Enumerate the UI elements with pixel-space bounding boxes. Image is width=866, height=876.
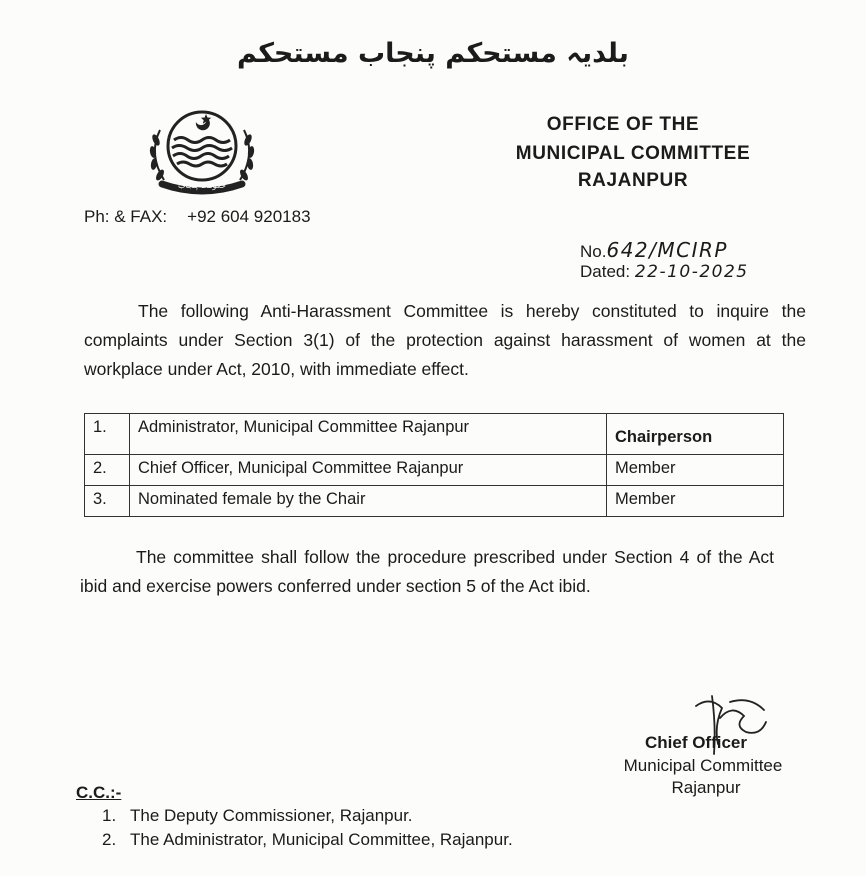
member-name: Nominated female by the Chair <box>130 486 607 517</box>
urdu-heading: بلدیہ مستحکم پنجاب مستحکم <box>237 38 629 69</box>
cc-list <box>102 804 513 852</box>
logo-caption: حکومت پنجاب <box>178 181 226 190</box>
signatory-title: Chief Officer <box>644 733 748 752</box>
cc-item-number: 1. <box>102 806 117 825</box>
cc-item-text: The Deputy Commissioner, Rajanpur. <box>130 806 413 825</box>
punjab-emblem-logo <box>136 100 268 202</box>
table-row <box>85 414 784 455</box>
signatory-org: Municipal Committee <box>623 756 783 775</box>
office-line-1: OFFICE OF THE <box>546 114 700 135</box>
table-row <box>85 486 784 517</box>
table-row <box>85 455 784 486</box>
office-line-2: MUNICIPAL COMMITTEE <box>515 143 751 164</box>
reference-no-value: 642/MCIRP <box>606 238 728 262</box>
body-paragraph-2: The committee shall follow the procedure prescribed under Section 4 of the Act ibid and exercise powers conferred under section 5 of the Act ibid. <box>80 547 774 596</box>
cc-item-number: 2. <box>102 830 117 849</box>
office-line-3: RAJANPUR <box>577 170 689 191</box>
member-name: Chief Officer, Municipal Committee Rajanpur <box>130 455 607 486</box>
row-number: 2. <box>85 455 130 486</box>
member-role: Member <box>607 486 784 517</box>
dated-label: Dated: <box>580 262 631 281</box>
dated-value: 22-10-2025 <box>634 262 749 282</box>
phone-fax-line <box>84 207 311 227</box>
reference-no-label: No. <box>580 242 607 261</box>
body-paragraph-1: The following Anti-Harassment Committee is hereby constituted to inquire the complaints under Section 3(1) of the protection against harassment of women at the workplace under Act, 2010, with immediate effect. <box>84 301 806 379</box>
list-item <box>102 804 513 828</box>
phone-label: Ph: & FAX: <box>84 207 168 226</box>
list-item <box>102 828 513 852</box>
member-name: Administrator, Municipal Committee Rajanpur <box>130 414 607 455</box>
committee-table <box>84 413 784 517</box>
reference-number <box>580 238 728 262</box>
reference-date <box>580 262 749 282</box>
signatory-city: Rajanpur <box>671 778 741 797</box>
member-role: Member <box>607 455 784 486</box>
phone-number: +92 604 920183 <box>187 207 311 226</box>
row-number: 3. <box>85 486 130 517</box>
cc-item-text: The Administrator, Municipal Committee, Rajanpur. <box>130 830 513 849</box>
member-role: Chairperson <box>607 414 784 455</box>
row-number: 1. <box>85 414 130 455</box>
cc-heading: C.C.:- <box>76 783 122 802</box>
